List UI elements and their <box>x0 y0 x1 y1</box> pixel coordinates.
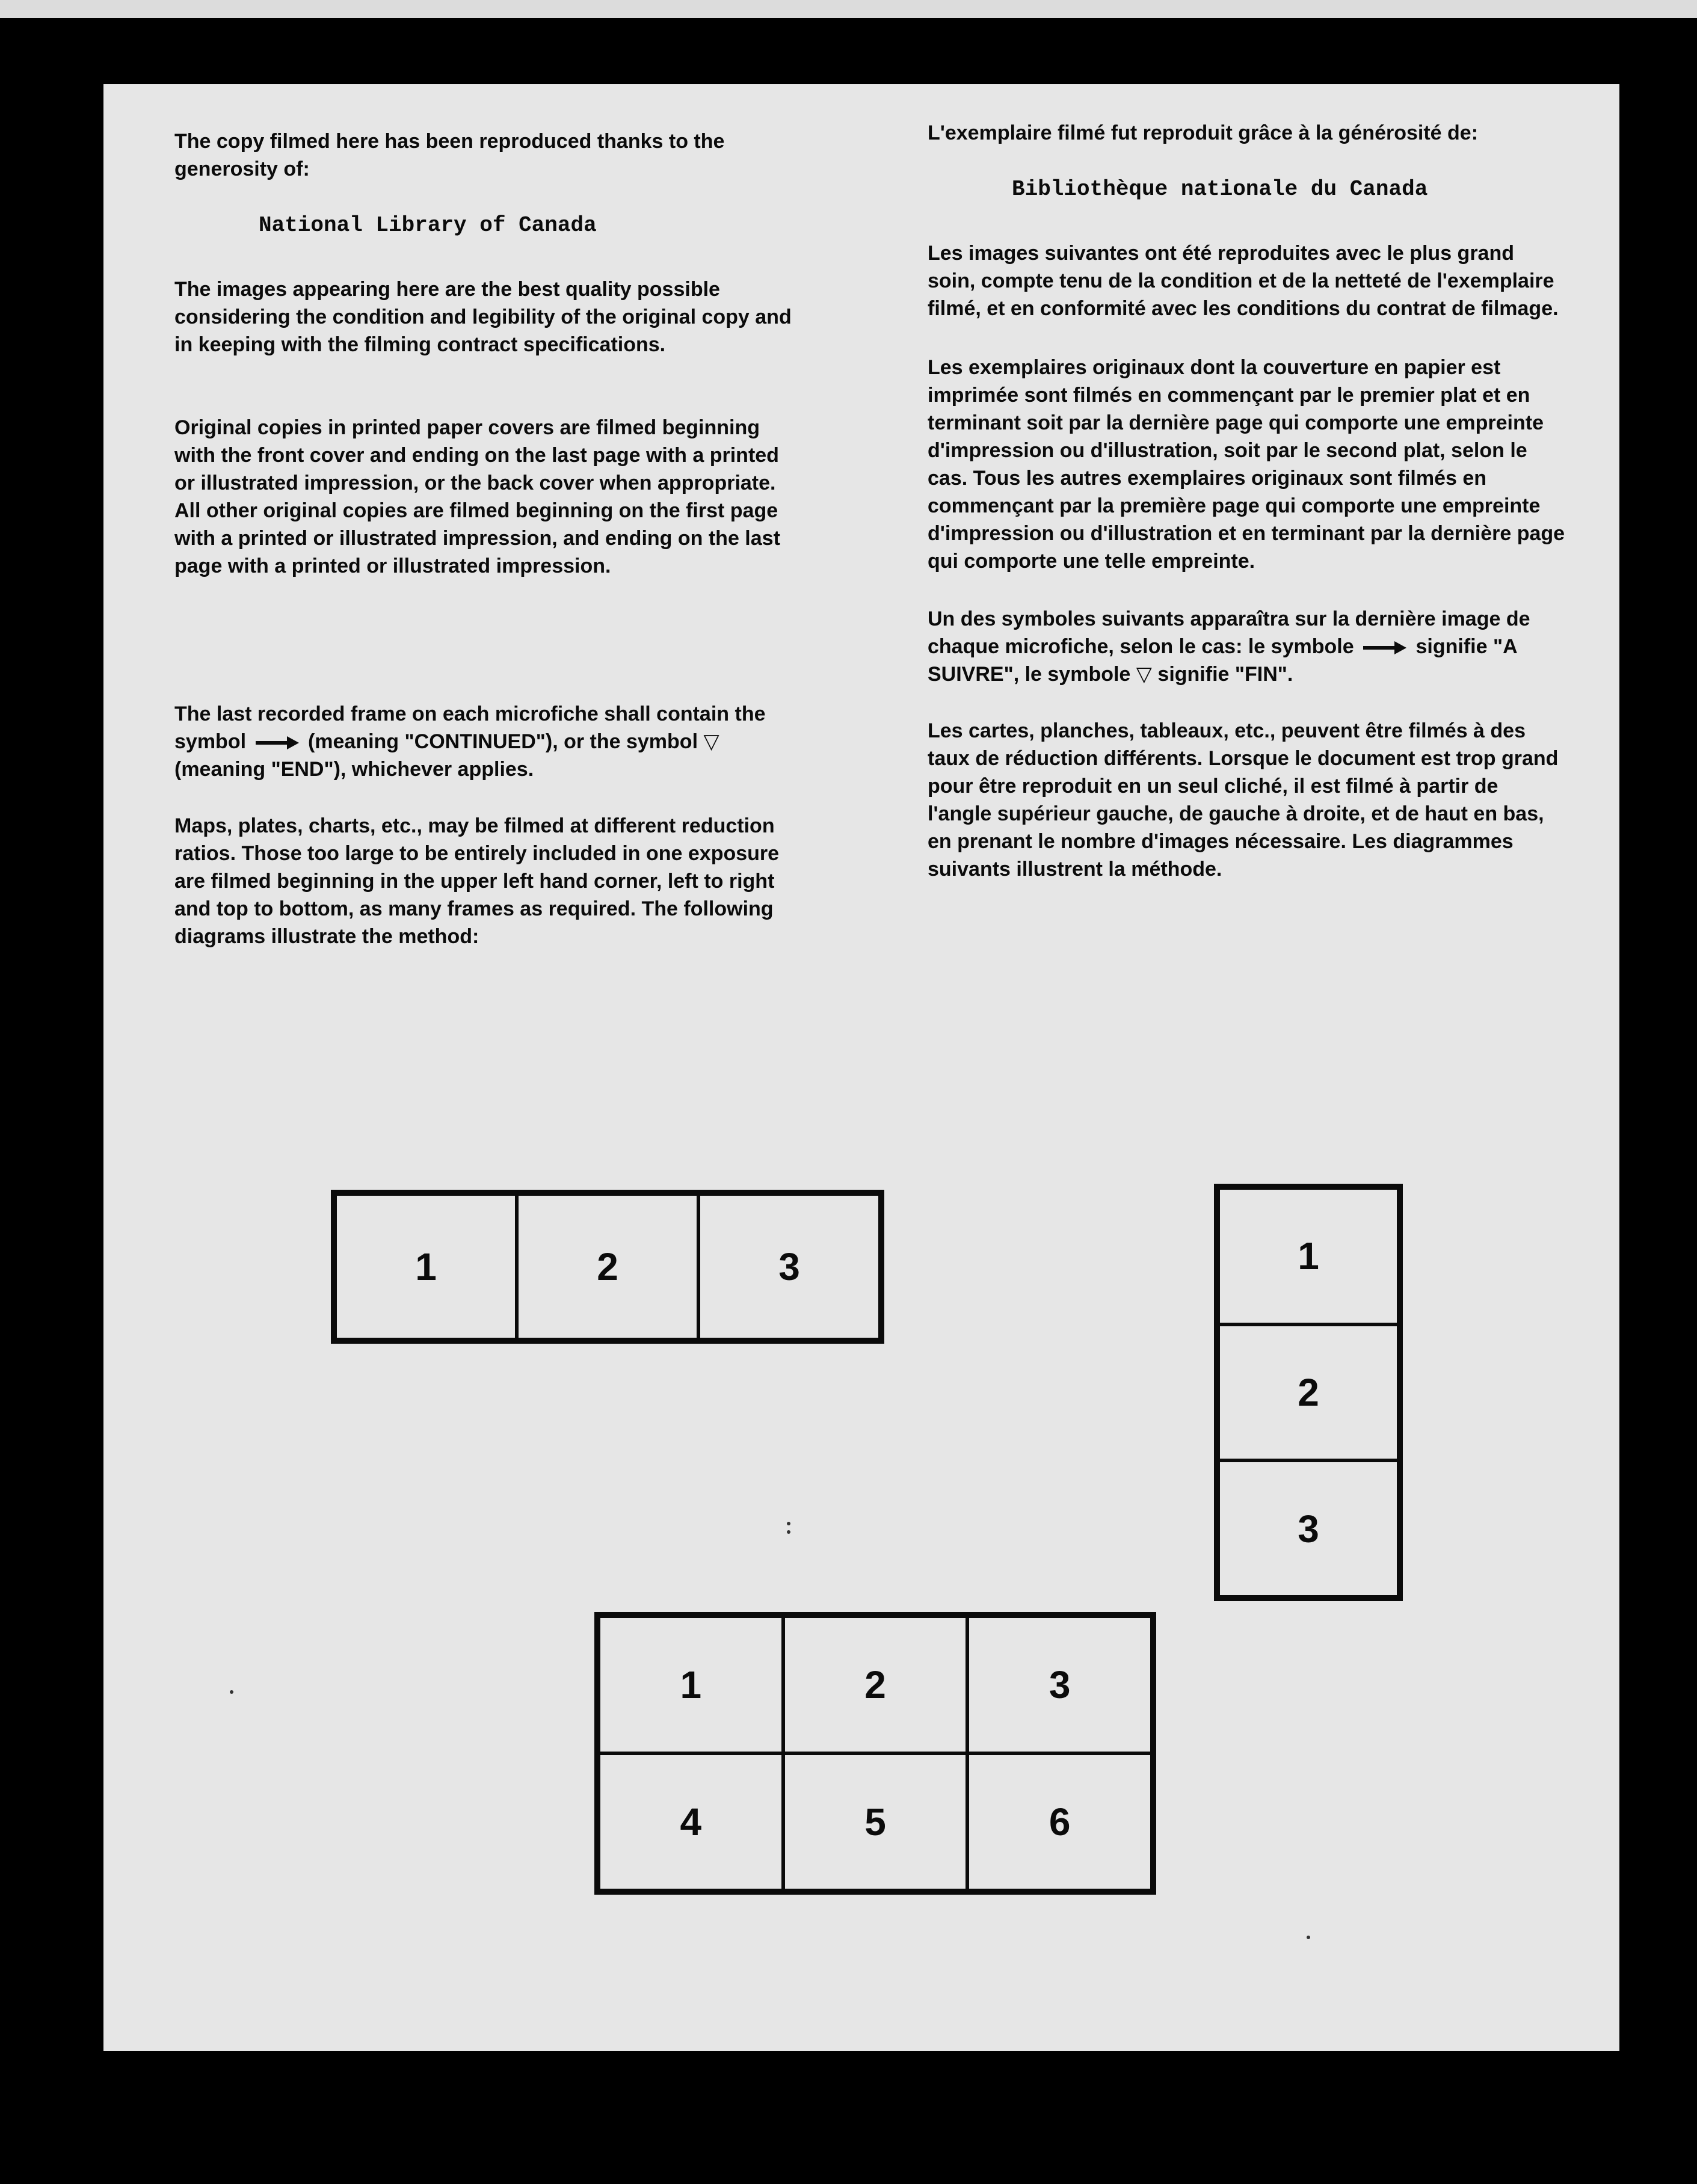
english-symbol-text-after: (meaning "END"), whichever applies. <box>174 758 534 781</box>
english-library-name: National Library of Canada <box>259 213 597 238</box>
document-page <box>103 84 1619 2051</box>
english-column <box>174 128 800 950</box>
frame-cell: 2 <box>1218 1324 1399 1461</box>
end-triangle-icon: ▽ <box>703 730 719 754</box>
french-column <box>928 119 1565 883</box>
english-intro: The copy filmed here has been reproduced thanks to the generosity of: <box>174 130 725 180</box>
scan-speck <box>787 1530 790 1534</box>
scan-speck <box>1307 1936 1310 1939</box>
frame-cell: 5 <box>783 1753 968 1890</box>
a-suivre-arrow-icon <box>1363 644 1406 652</box>
diagram-three-frames-horizontal <box>331 1190 884 1344</box>
french-symbol-paragraph <box>928 605 1565 688</box>
english-quality-paragraph: The images appearing here are the best quality possible considering the condition and legibility of the original copy and in keeping with the filming contract specifications. <box>174 278 792 356</box>
french-symbol-text-middle: signifie "A SUIVRE", le symbole <box>928 635 1517 686</box>
fin-triangle-icon: ▽ <box>1136 662 1152 686</box>
frame-cell: 1 <box>335 1194 517 1340</box>
scan-speck <box>787 1522 790 1525</box>
french-covers-paragraph: Les exemplaires originaux dont la couverture en papier est imprimée sont filmés en commençant par le premier plat et en terminant soit par la dernière page qui comporte une empreinte d'impression ou d'illustration, soit par le second plat, selon le cas. Tous les autres exemplaires originaux sont filmés en commençant par la première page qui comporte une empreinte d'impression ou d'illustration et en terminant par la dernière page qui comporte une telle empreinte. <box>928 356 1565 573</box>
french-maps-paragraph: Les cartes, planches, tableaux, etc., peuvent être filmés à des taux de réduction différents. Lorsque le document est trop grand pour être reproduit en un seul cliché, il est filmé à partir de l'angle supérieur gauche, de gauche à droite, et de haut en bas, en prenant le nombre d'images nécessaire. Les diagrammes suivants illustrent la méthode. <box>928 719 1559 881</box>
scan-top-strip <box>0 0 1697 18</box>
french-library-name: Bibliothèque nationale du Canada <box>1012 177 1428 201</box>
frame-cell: 4 <box>599 1753 783 1890</box>
frame-cell: 6 <box>967 1753 1152 1890</box>
french-symbol-text-before: Un des symboles suivants apparaîtra sur la dernière image de chaque microfiche, selon le cas: le symbole <box>928 608 1530 658</box>
french-symbol-text-after: signifie "FIN". <box>1157 663 1293 686</box>
french-intro: L'exemplaire filmé fut reproduit grâce à la générosité de: <box>928 122 1479 144</box>
frame-cell: 2 <box>783 1616 968 1753</box>
frame-cell: 3 <box>967 1616 1152 1753</box>
frame-cell: 1 <box>599 1616 783 1753</box>
frame-cell: 1 <box>1218 1188 1399 1324</box>
english-maps-paragraph: Maps, plates, charts, etc., may be filmed at different reduction ratios. Those too large to be entirely included in one exposure are filmed beginning in the upper left hand corner, left to right and top to bottom, as many frames as required. The following diagrams illustrate the method: <box>174 814 780 948</box>
continued-arrow-icon <box>256 739 299 747</box>
scan-speck <box>230 1690 233 1694</box>
french-quality-paragraph: Les images suivantes ont été reproduites avec le plus grand soin, compte tenu de la condition et de la netteté de l'exemplaire filmé, et en conformité avec les conditions du contrat de filmage. <box>928 242 1559 320</box>
english-covers-paragraph: Original copies in printed paper covers are filmed beginning with the front cover and ending on the last page with a printed or illustrated impression, or the back cover when appropriate. All other original copies are filmed beginning on the first page with a printed or illustrated impression, and ending on the last page with a printed or illustrated impression. <box>174 416 780 577</box>
diagram-six-frames-grid <box>594 1612 1156 1895</box>
diagram-three-frames-vertical <box>1214 1184 1403 1601</box>
english-symbol-text-before: The last recorded frame on each microfiche shall contain the symbol <box>174 703 766 753</box>
frame-cell: 2 <box>517 1194 698 1340</box>
frame-cell: 3 <box>1218 1460 1399 1597</box>
english-symbol-paragraph <box>174 700 800 783</box>
english-symbol-text-middle: (meaning "CONTINUED"), or the symbol <box>307 730 698 753</box>
frame-cell: 3 <box>698 1194 880 1340</box>
